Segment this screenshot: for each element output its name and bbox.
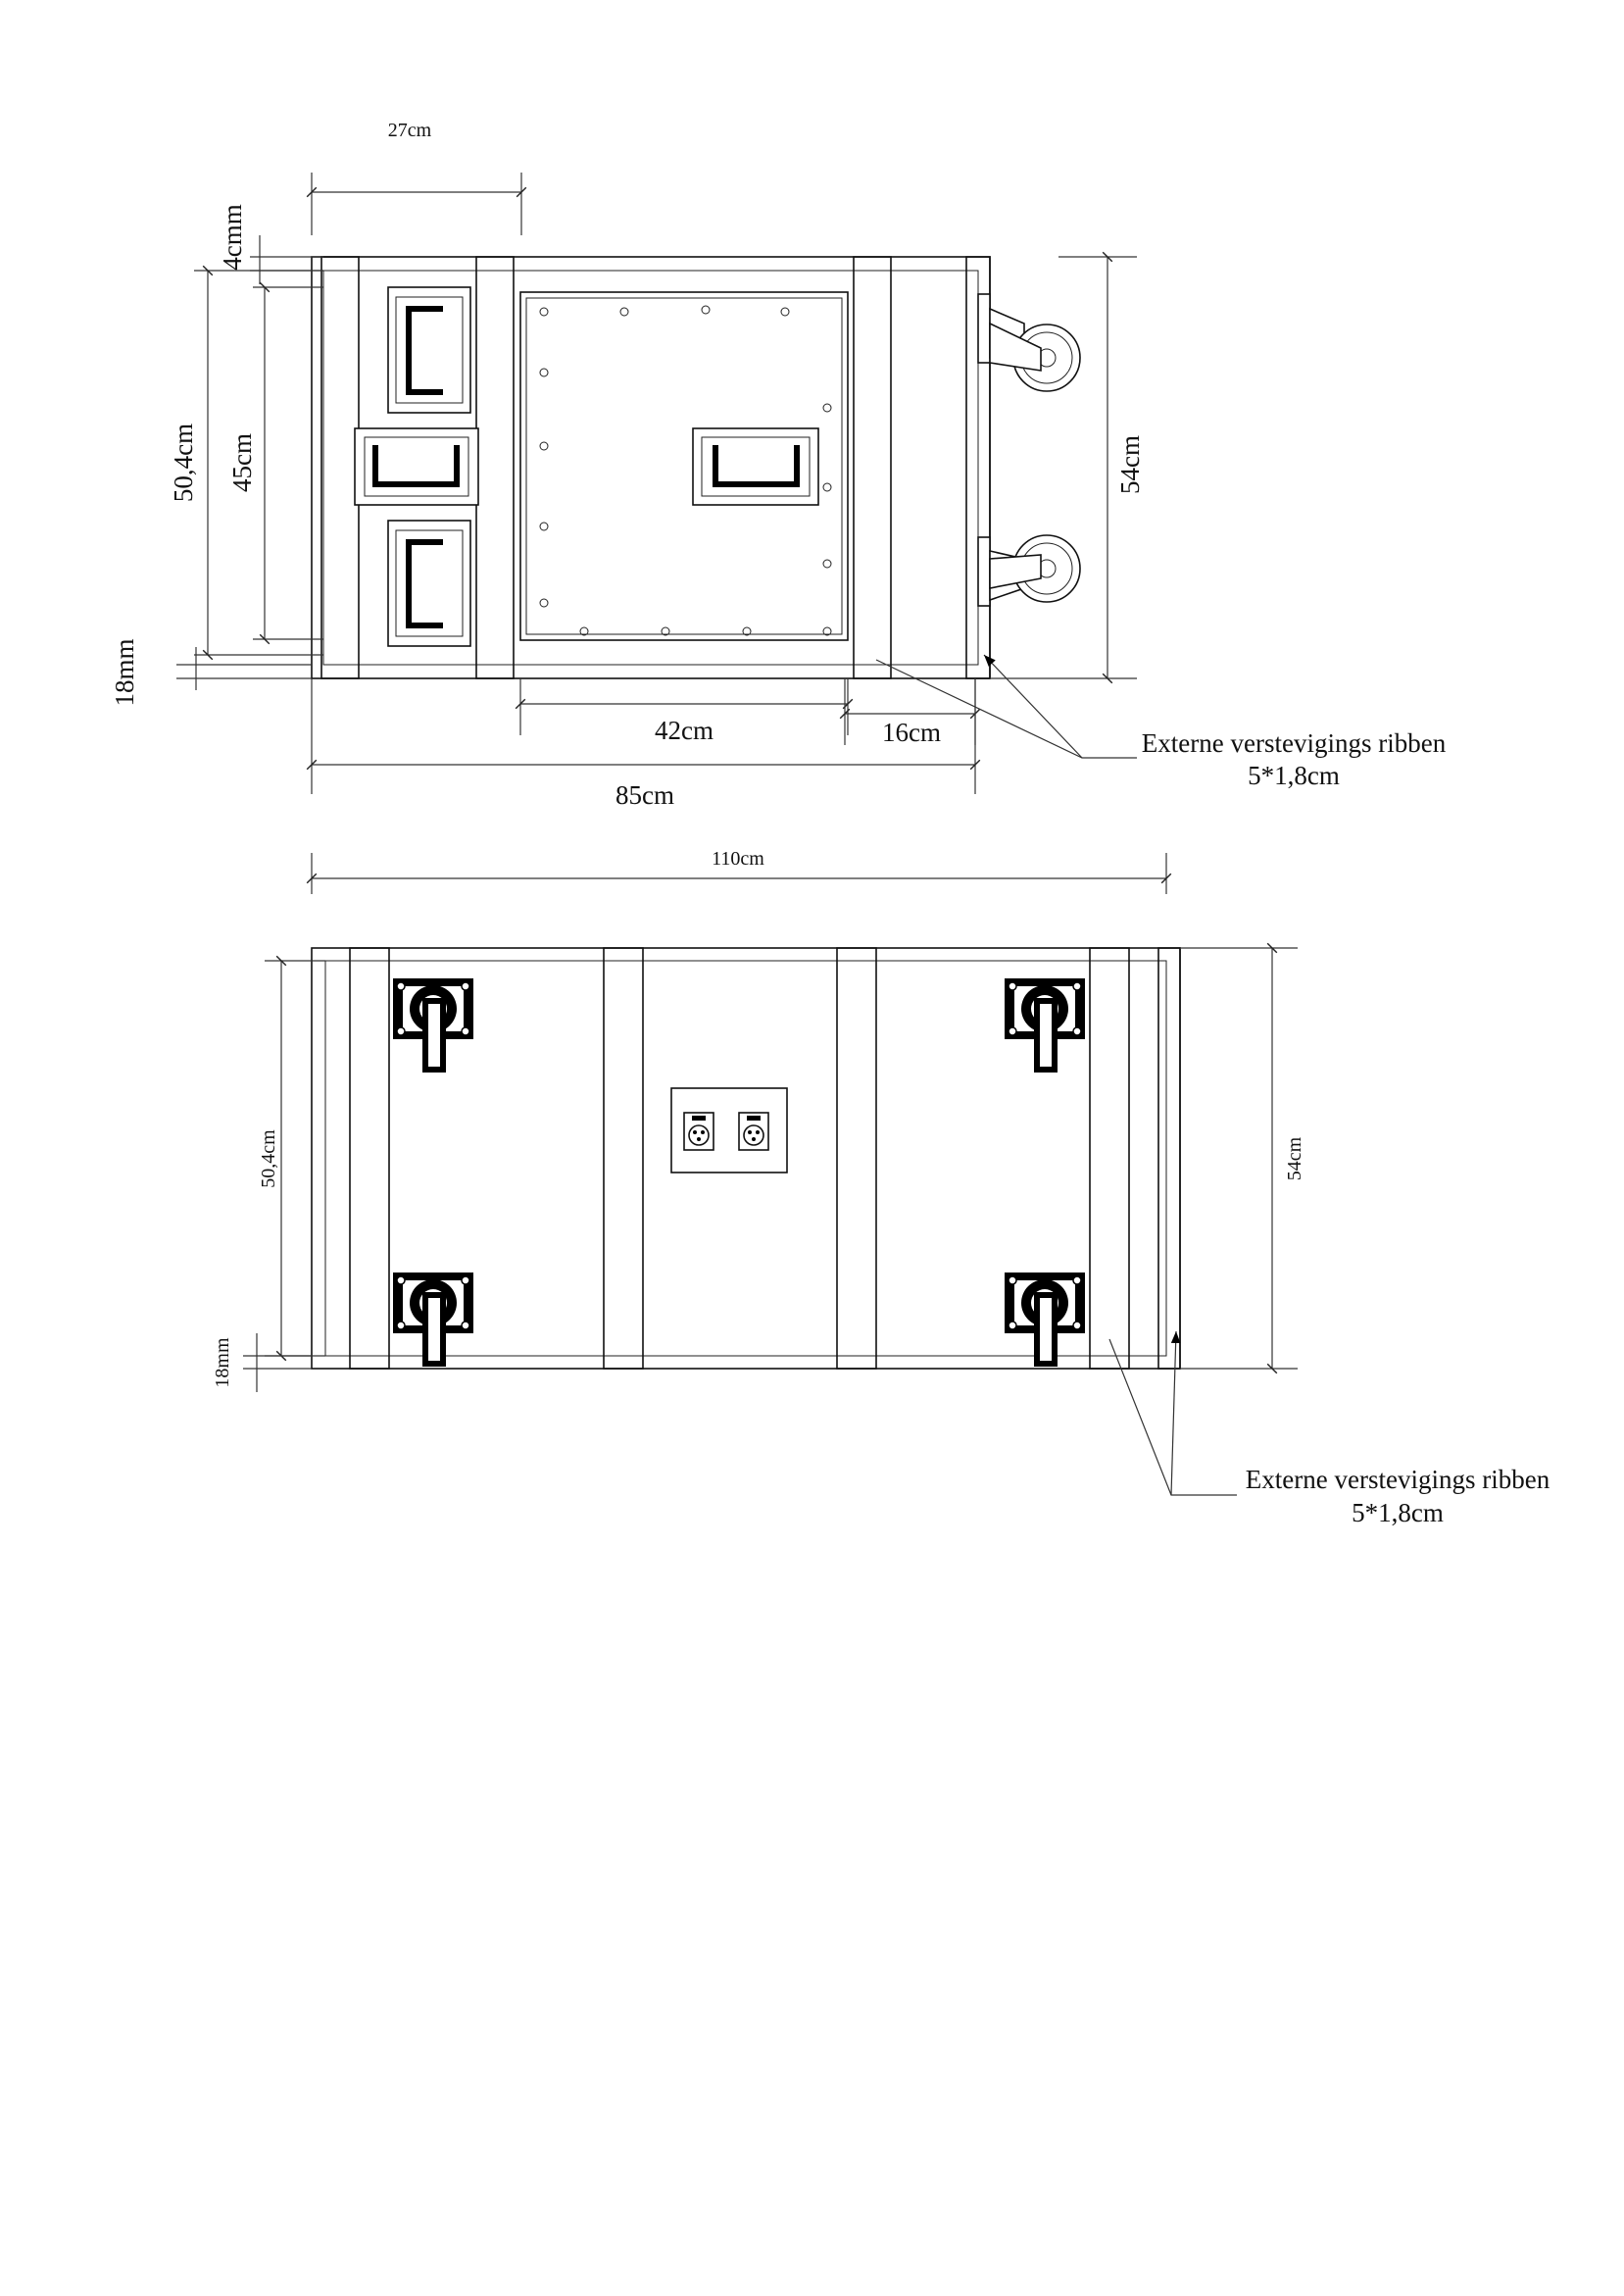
rib [837,948,876,1369]
castor-wheel [978,535,1080,606]
dim-label-50-4cm: 50,4cm [258,1129,279,1188]
xlr-connector-icon [684,1113,714,1150]
castor-wheel [978,294,1080,391]
rib [476,257,514,678]
dim-label-16cm: 16cm [882,718,941,747]
butterfly-latch [393,978,473,1073]
xlr-connector-icon [739,1113,768,1150]
dim-label-18mm: 18mm [110,638,139,707]
rib [321,257,359,678]
rib [1090,948,1129,1369]
dim-label-85cm: 85cm [615,780,674,810]
dim-label-50-4cm: 50,4cm [169,423,198,503]
butterfly-latch [1005,978,1085,1073]
callout-label-line1: Externe verstevigings ribben [1141,728,1447,758]
dim-label-54cm: 54cm [1115,435,1145,494]
callout-label-line1: Externe verstevigings ribben [1245,1465,1550,1494]
rib [350,948,389,1369]
dim-label-54cm: 54cm [1284,1136,1305,1181]
rib [1158,948,1180,1369]
dim-label-110cm: 110cm [712,848,764,870]
callout-label-line2: 5*1,8cm [1352,1498,1444,1527]
rib [854,257,891,678]
butterfly-latch [1005,1273,1085,1367]
rib [604,948,643,1369]
dim-label-18mm: 18mm [212,1337,233,1388]
top-view [110,120,1447,810]
dim-label-4cmm: 4cmm [218,204,247,271]
dim-label-42cm: 42cm [655,716,714,745]
callout-label-line2: 5*1,8cm [1248,761,1340,790]
dim-label-27cm: 27cm [387,120,432,141]
front-view [212,848,1550,1527]
butterfly-latch [393,1273,473,1367]
dim-label-45cm: 45cm [227,433,257,492]
